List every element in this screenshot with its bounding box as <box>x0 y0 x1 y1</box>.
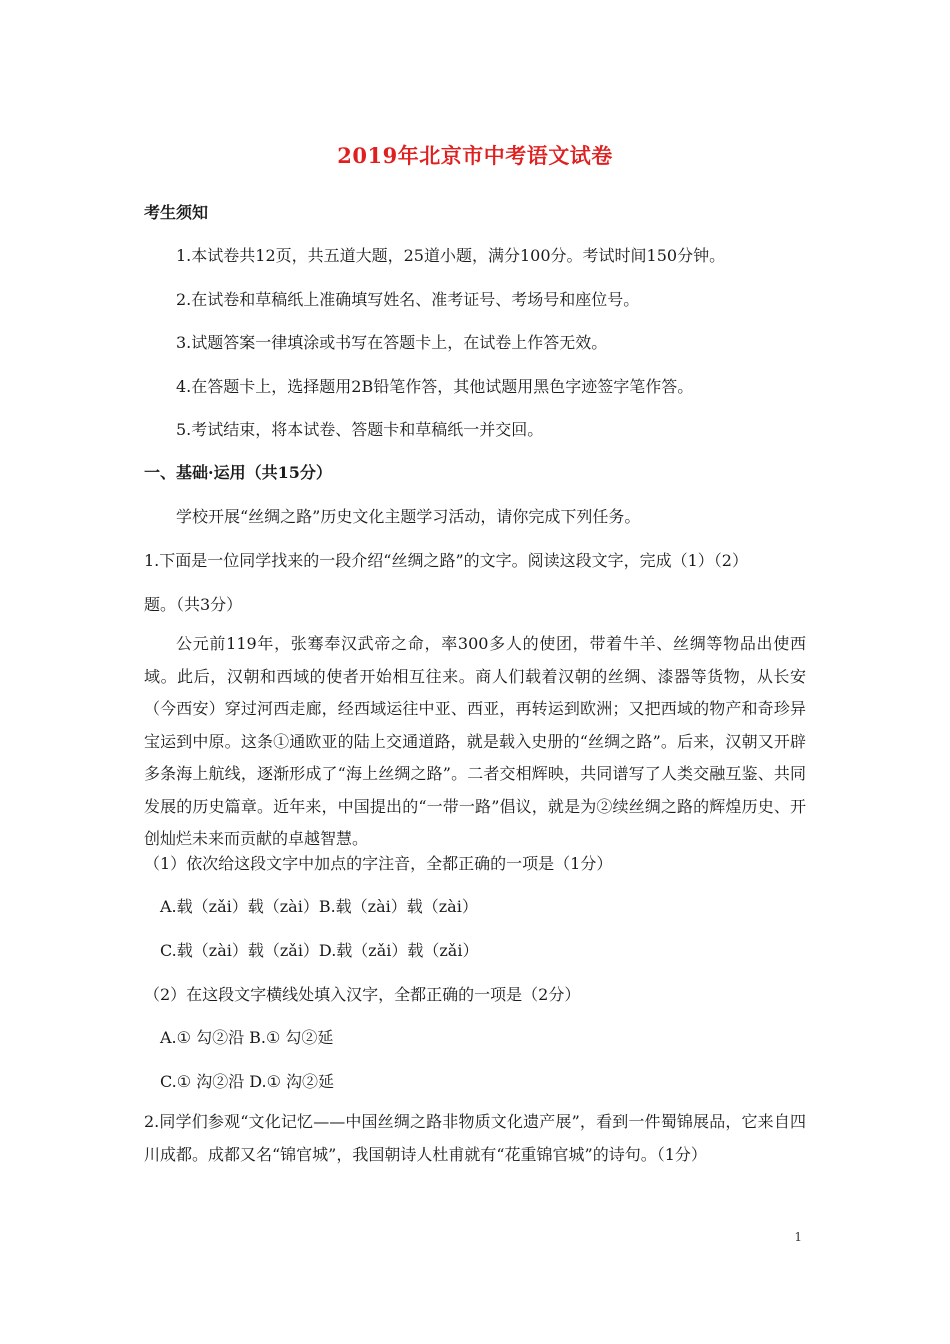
notice-heading: 考生须知 <box>144 203 209 222</box>
notice-item-4: 4.在答题卡上，选择题用2B铅笔作答，其他试题用黑色字迹签字笔作答。 <box>176 377 694 396</box>
notice-item-3: 3.试题答案一律填涂或书写在答题卡上，在试卷上作答无效。 <box>176 333 608 352</box>
page-number: 1 <box>794 1230 802 1244</box>
question-1-sub-2: （2）在这段文字横线处填入汉字，全都正确的一项是（2分） <box>144 985 581 1004</box>
notice-item-1: 1.本试卷共12页，共五道大题，25道小题，满分100分。考试时间150分钟。 <box>176 246 726 265</box>
page-title: 2019年北京市中考语文试卷 <box>337 143 613 168</box>
notice-item-5: 5.考试结束，将本试卷、答题卡和草稿纸一并交回。 <box>176 420 544 439</box>
question-1-sub-1-options-ab: A.载（zǎi）载（zài）B.载（zài）载（zài） <box>160 897 478 916</box>
notice-item-2: 2.在试卷和草稿纸上准确填写姓名、准考证号、考场号和座位号。 <box>176 290 640 309</box>
question-2-text: 2.同学们参观“文化记忆——中国丝绸之路非物质文化遗产展”，看到一件蜀锦展品，它来自四川成都。成都又名“锦官城”，我国朝诗人杜甫就有“花重锦官城”的诗句。（1分） <box>144 1112 806 1164</box>
question-1-line-1: 1.下面是一位同学找来的一段介绍“丝绸之路”的文字。阅读这段文字，完成（1）（2） <box>144 551 748 570</box>
section-heading: 一、基础·运用（共15分） <box>144 463 332 482</box>
question-1-sub-2-options-ab: A.① 勾②沿 B.① 勾②延 <box>160 1028 334 1047</box>
question-1-line-2: 题。（共3分） <box>144 595 243 614</box>
question-1-passage: 公元前119年，张骞奉汉武帝之命，率300多人的使团，带着牛羊、丝绸等物品出使西域。此后，汉朝和西域的使者开始相互往来。商人们载着汉朝的丝绸、漆器等货物，从长安（今西安）穿过河西走廊，经西域运往中亚、西亚，再转运到欧洲；又把西域的物产和奇珍异宝运到中原。这条①通欧亚的陆上交通道路，就是载入史册的“丝绸之路”。后来，汉朝又开辟多条海上航线，逐渐形成了“海上丝绸之路”。二者交相辉映，共同谱写了人类交融互鉴、共同发展的历史篇章。近年来，中国提出的“一带一路”倡议，就是为②续丝绸之路的辉煌历史、开创灿烂未来而贡献的卓越智慧。 <box>144 634 806 848</box>
question-1-sub-1: （1）依次给这段文字中加点的字注音，全都正确的一项是（1分） <box>144 854 613 873</box>
section-intro: 学校开展“丝绸之路”历史文化主题学习活动，请你完成下列任务。 <box>176 507 641 526</box>
question-1-sub-1-options-cd: C.载（zài）载（zǎi）D.载（zǎi）载（zǎi） <box>160 941 479 960</box>
question-1-sub-2-options-cd: C.① 沟②沿 D.① 沟②延 <box>160 1072 335 1091</box>
